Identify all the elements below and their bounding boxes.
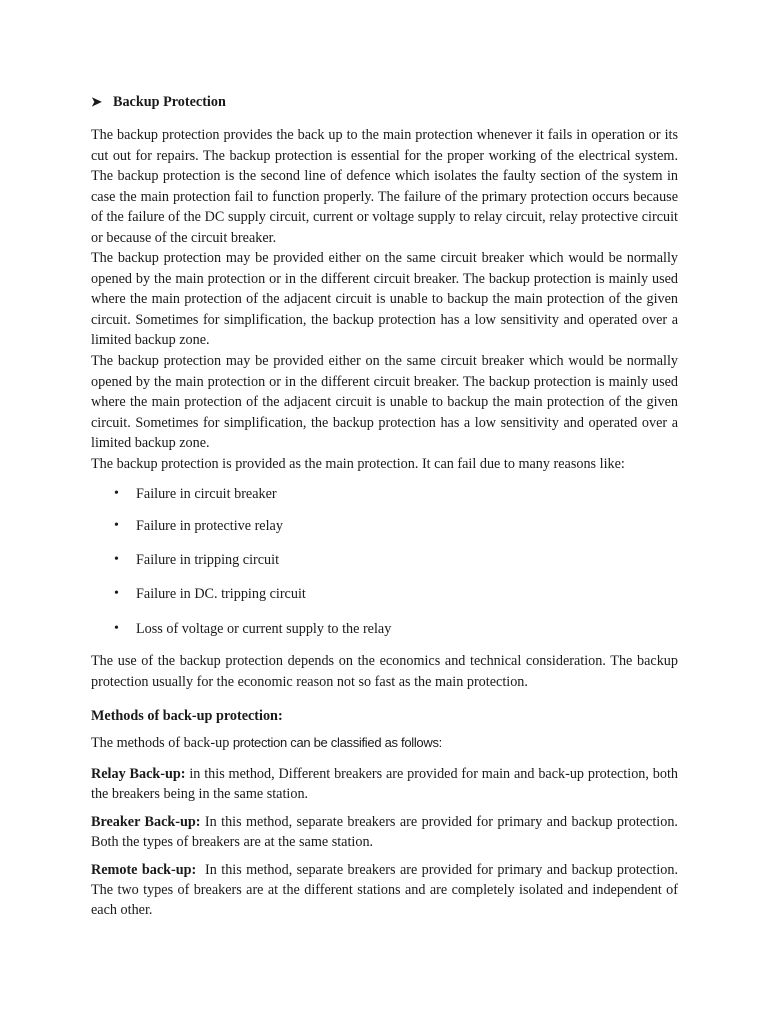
list-item-text: Failure in circuit breaker xyxy=(136,486,277,502)
method-breaker-backup xyxy=(91,812,678,852)
list-item xyxy=(91,516,678,536)
paragraph-4: The backup protection is provided as the main protection. It can fail due to many reasons like: xyxy=(91,456,625,472)
method-remote-backup xyxy=(91,860,682,920)
bullet-dot-icon: • xyxy=(114,518,119,533)
list-item-text: Failure in tripping circuit xyxy=(136,552,280,568)
method-description: In this method, separate breakers are provided for primary and backup protection. The two types of breakers are at the different stations and are completely isolated and independent of each other. xyxy=(91,862,682,918)
economics-paragraph: The use of the backup protection depends on the economics and technical consideration. The backup protection usually for the economic reason not so fast as the main protection. xyxy=(91,653,678,690)
method-description: in this method, Different breakers are provided for main and back-up protection, both the breakers being in the same station. xyxy=(91,766,678,802)
section-heading xyxy=(91,92,226,112)
bullet-dot-icon: • xyxy=(114,552,119,567)
method-description: In this method, separate breakers are provided for primary and backup protection. Both the types of breakers are at the same station. xyxy=(91,814,678,850)
method-term: Relay Back-up: xyxy=(91,766,186,782)
list-item-text: Failure in protective relay xyxy=(136,518,283,534)
bullet-dot-icon: • xyxy=(114,486,119,501)
list-item xyxy=(91,584,678,604)
bullet-dot-icon: • xyxy=(114,586,119,601)
bullet-dot-icon: • xyxy=(114,621,119,636)
paragraph-3: The backup protection may be provided either on the same circuit breaker which would be normally opened by the main protection or in the different circuit breaker. The backup protection is mainly used where the main protection of the adjacent circuit is unable to backup the main protection of the given circuit. Sometimes for simplification, the backup protection has a low sensitivity and operated over a limited backup zone. xyxy=(91,353,678,452)
paragraph-2: The backup protection may be provided either on the same circuit breaker which would be normally opened by the main protection or in the different circuit breaker. The backup protection is mainly used where the main protection of the adjacent circuit is unable to backup the main protection of the given circuit. Sometimes for simplification, the backup protection has a low sensitivity and operated over a limited backup zone. xyxy=(91,250,678,349)
list-item xyxy=(91,484,678,504)
method-term: Breaker Back-up: xyxy=(91,814,201,830)
paragraph-1: The backup protection provides the back up to the main protection whenever it fails in operation or its cut out for repairs. The backup protection is essential for the proper working of the electrical system. The backup protection is the second line of defence which isolates the faulty section of the system in case the main protection fail to function properly. The failure of the primary protection occurs because of the failure of the DC supply circuit, current or voltage supply to relay circuit, relay protective circuit or because of the circuit breaker. xyxy=(91,127,678,246)
method-relay-backup xyxy=(91,764,678,804)
methods-intro xyxy=(91,733,442,753)
methods-intro-rest: protection can be classified as follows: xyxy=(232,735,442,750)
failure-reasons-list xyxy=(91,484,678,639)
list-item-text: Failure in DC. tripping circuit xyxy=(136,586,306,602)
section-title: Backup Protection xyxy=(113,94,226,110)
list-item xyxy=(91,619,678,639)
list-item xyxy=(91,550,678,570)
methods-heading: Methods of back-up protection: xyxy=(91,708,283,724)
method-term: Remote back-up: xyxy=(91,862,197,878)
list-item-text: Loss of voltage or current supply to the relay xyxy=(136,621,392,637)
arrow-bullet-icon: ➤ xyxy=(91,94,102,109)
methods-intro-start: The methods of back-up xyxy=(91,735,233,751)
